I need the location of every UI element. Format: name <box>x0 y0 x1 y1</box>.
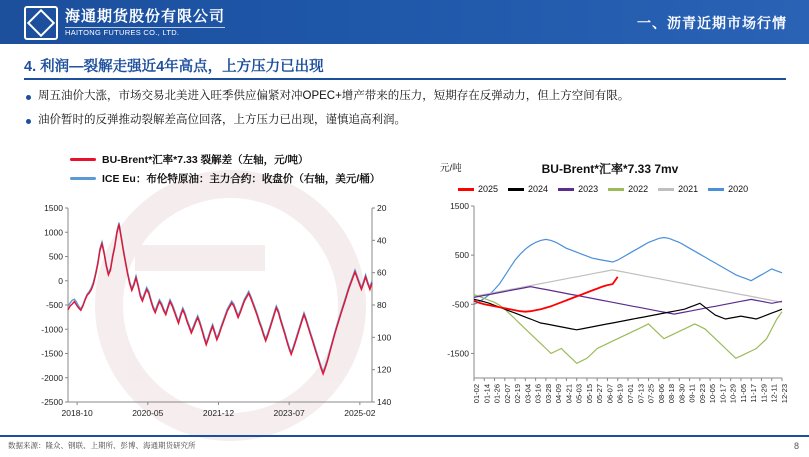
svg-text:11-29: 11-29 <box>759 384 769 403</box>
page-number: 8 <box>793 441 799 451</box>
svg-text:08-18: 08-18 <box>667 384 677 404</box>
legend-label: 2022 <box>628 184 649 194</box>
bullet-text: 油价暂时的反弹推动裂解差高位回落，上方压力已出现，谨慎追高利润。 <box>38 114 406 127</box>
svg-text:12-11: 12-11 <box>769 384 779 403</box>
bullet-dot-icon <box>26 95 31 100</box>
svg-text:10-05: 10-05 <box>708 384 718 404</box>
svg-text:-2000: -2000 <box>41 372 63 383</box>
legend-swatch <box>508 188 524 191</box>
legend-item <box>608 184 648 194</box>
chart-seasonal-crack <box>430 152 790 437</box>
chart-canvas-right <box>430 200 790 430</box>
legend-swatch <box>458 188 474 191</box>
svg-text:2021-12: 2021-12 <box>202 408 235 418</box>
legend-swatch <box>70 177 96 180</box>
svg-text:2025-02: 2025-02 <box>344 408 376 418</box>
list-item <box>26 88 784 105</box>
svg-text:120: 120 <box>377 364 392 375</box>
legend-swatch <box>558 188 574 191</box>
svg-text:10-29: 10-29 <box>728 384 738 404</box>
legend-swatch <box>70 158 96 161</box>
svg-text:140: 140 <box>377 397 392 407</box>
legend-label: BU-Brent*汇率*7.33 裂解差（左轴，元/吨） <box>102 154 309 166</box>
legend-item <box>70 171 380 186</box>
svg-text:12-23: 12-23 <box>779 384 789 404</box>
chart-legend <box>70 152 380 190</box>
svg-text:01-14: 01-14 <box>482 384 492 404</box>
legend-label: ICE Eu：布伦特原油：主力合约：收盘价（右轴，美元/桶） <box>102 173 381 185</box>
svg-text:1500: 1500 <box>450 201 469 211</box>
y-axis-unit-label: 元/吨 <box>440 163 462 174</box>
legend-item <box>558 184 598 194</box>
page-title: 4. 利润—裂解走强近4年高点，上方压力已出现 <box>24 59 324 75</box>
svg-text:0: 0 <box>58 275 63 286</box>
title-divider <box>24 78 786 80</box>
header-title: 一、沥青近期市场行情 <box>637 15 787 31</box>
svg-text:1000: 1000 <box>44 227 63 238</box>
svg-text:11-05: 11-05 <box>738 384 748 403</box>
legend-item <box>70 152 380 167</box>
svg-text:05-27: 05-27 <box>595 384 605 404</box>
svg-text:-500: -500 <box>45 300 63 310</box>
svg-text:02-07: 02-07 <box>502 384 512 404</box>
svg-text:-1000: -1000 <box>41 324 63 335</box>
logo-company-name-en: HAITONG FUTURES CO., LTD. <box>65 27 225 37</box>
svg-text:09-23: 09-23 <box>697 384 707 404</box>
svg-text:09-11: 09-11 <box>687 384 697 403</box>
page-header <box>0 0 809 44</box>
svg-text:03-16: 03-16 <box>533 384 543 404</box>
legend-swatch <box>608 188 624 191</box>
svg-text:07-13: 07-13 <box>636 384 646 404</box>
legend-item <box>508 184 548 194</box>
svg-text:500: 500 <box>454 250 469 261</box>
svg-text:-1500: -1500 <box>447 348 469 359</box>
chart-crack-spread <box>22 152 412 432</box>
chart-legend-right <box>458 184 748 194</box>
legend-label: 2023 <box>578 184 599 194</box>
svg-text:100: 100 <box>377 332 392 343</box>
bullet-list <box>26 88 784 137</box>
svg-text:10-17: 10-17 <box>718 384 728 404</box>
svg-text:08-30: 08-30 <box>677 384 687 404</box>
svg-text:07-25: 07-25 <box>646 384 656 404</box>
legend-label: 2025 <box>478 184 499 194</box>
svg-text:06-19: 06-19 <box>615 384 625 404</box>
source-note: 数据来源：隆众、钢联、上期所、彭博、海通期货研究所 <box>8 441 196 450</box>
legend-item <box>708 184 748 194</box>
svg-text:07-01: 07-01 <box>625 384 635 404</box>
legend-item <box>458 184 498 194</box>
logo-mark-icon <box>24 6 58 40</box>
svg-text:04-09: 04-09 <box>554 384 564 404</box>
svg-text:20: 20 <box>377 203 387 213</box>
company-logo <box>24 6 225 40</box>
svg-text:40: 40 <box>377 235 387 246</box>
svg-text:500: 500 <box>48 251 63 262</box>
list-item <box>26 112 784 129</box>
svg-text:-500: -500 <box>451 299 469 310</box>
legend-label: 2021 <box>678 184 699 194</box>
legend-item <box>658 184 698 194</box>
svg-text:60: 60 <box>377 267 387 278</box>
svg-text:05-15: 05-15 <box>584 384 594 404</box>
svg-text:1500: 1500 <box>44 203 63 213</box>
bullet-dot-icon <box>26 119 31 124</box>
svg-text:-1500: -1500 <box>41 348 63 359</box>
svg-text:04-21: 04-21 <box>564 384 574 404</box>
svg-text:03-04: 03-04 <box>523 384 533 404</box>
logo-company-name-cn: 海通期货股份有限公司 <box>65 8 226 26</box>
legend-label: 2020 <box>728 184 749 194</box>
legend-label: 2024 <box>528 184 549 194</box>
chart-title-right: BU-Brent*汇率*7.33 7mv <box>541 162 679 176</box>
svg-text:2018-10: 2018-10 <box>61 408 93 418</box>
svg-text:-2500: -2500 <box>41 397 63 407</box>
chart-canvas-left <box>22 200 412 430</box>
svg-text:02-19: 02-19 <box>513 384 523 404</box>
bullet-text: 周五油价大涨，市场交易北美进入旺季供应偏紧对冲OPEC+增产带来的压力，短期存在反弹动力，但上方空间有限。 <box>38 90 630 102</box>
svg-text:08-06: 08-06 <box>656 384 666 404</box>
svg-text:03-28: 03-28 <box>543 384 553 404</box>
svg-text:2020-05: 2020-05 <box>132 408 164 418</box>
svg-text:11-17: 11-17 <box>749 384 759 403</box>
svg-text:80: 80 <box>377 300 387 310</box>
svg-text:06-07: 06-07 <box>605 384 615 404</box>
svg-text:05-03: 05-03 <box>574 384 584 404</box>
legend-swatch <box>708 188 724 191</box>
svg-text:2023-07: 2023-07 <box>273 408 305 418</box>
svg-text:01-26: 01-26 <box>492 384 502 404</box>
svg-text:01-02: 01-02 <box>471 384 481 404</box>
footer-divider <box>0 435 809 437</box>
legend-swatch <box>658 188 674 191</box>
